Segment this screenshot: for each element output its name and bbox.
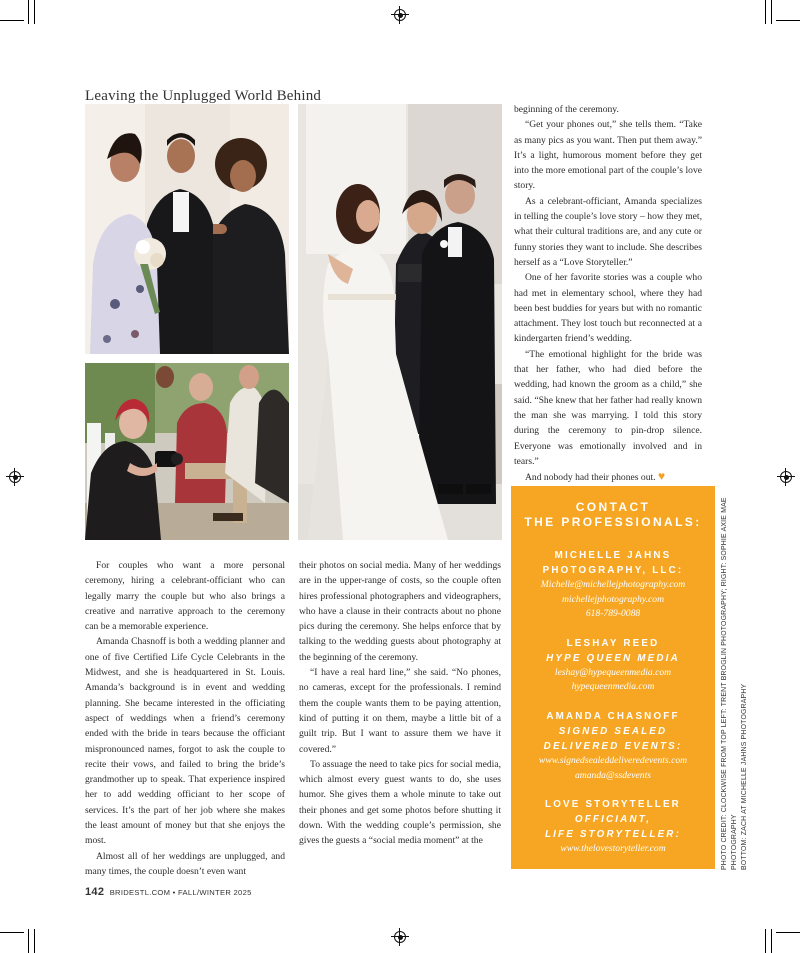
vendor-website[interactable]: www.thelovestoryteller.com xyxy=(560,843,666,855)
crop-mark xyxy=(776,20,800,21)
vendor-name: PHOTOGRAPHY, LLC: xyxy=(542,565,684,576)
crop-mark xyxy=(0,932,24,933)
page-folio xyxy=(85,886,252,898)
vendor-company: DELIVERED EVENTS: xyxy=(543,740,683,752)
paragraph: For couples who want a more personal ceremony, hiring a celebrant-officiant who can legally marry the couple but who also brings a creative and narrative approach to the ceremony can be a memorable experience. xyxy=(85,560,285,633)
crop-mark xyxy=(776,932,800,933)
vendor-name: LESHAY REED xyxy=(566,637,660,649)
vendor-website[interactable]: www.signedsealeddeliveredevents.com xyxy=(538,754,688,766)
vendor-company: HYPE QUEEN MEDIA xyxy=(546,652,680,664)
vendor-name: MICHELLE JAHNS xyxy=(554,550,672,561)
vendor-michelle-jahns xyxy=(511,548,715,622)
vendor-company: LIFE STORYTELLER: xyxy=(544,829,682,841)
paragraph: Amanda Chasnoff is both a wedding planner and one of five Certified Life Cycle Celebrants in the Midwest, and she is headquartered in St. Louis. Amanda’s background is in event and wedding planning. She became interested in the officiating aspect of weddings when a friend’s ceremony ended with the bride in tears because the officiant mispronounced names, forgot to ask the couple to recite their vows, and failed to bring the bride’s grandmother up to speak. That experience inspired her to add wedding officiant to her scope of services. It’s the part of her job where she makes the least amount of money but that she enjoys the most. xyxy=(85,636,285,847)
crop-mark xyxy=(765,929,766,953)
paragraph: “The emotional highlight for the bride was that her father, who had died before the wedding, had known the groom as a child,” she said. “She knew that her father had really known the man she was marrying. I told this story during the ceremony to pin-drop silence. Everyone was emotionally involved and in tears.” xyxy=(514,348,702,467)
vendor-email[interactable]: leshay@hypequeenmedia.com xyxy=(554,666,672,678)
paragraph xyxy=(514,469,702,485)
photo-couple-with-flowers xyxy=(85,104,289,354)
paragraph: One of her favorite stories was a couple who had met in elementary school, where they had been best buddies for years but with no romantic attachment. They lost touch but reconnected at a kindergarten friend’s wedding. xyxy=(514,272,702,345)
registration-mark xyxy=(394,931,406,943)
paragraph: As a celebrant-officiant, Amanda specializes in telling the couple’s love story – how they met, what their cultural traditions are, and any cute or funny stories they want to include. She describes herself as a “Love Storyteller.” xyxy=(514,195,702,268)
paragraph: “I have a real hard line,” she said. “No phones, no cameras, except for the professionals. I remind them the couple wants them to be paying attention, kind of putting it on them, maybe a little bit of a guilt trip. But I want to assure them we have it covered.” xyxy=(299,667,501,755)
crop-mark xyxy=(34,929,35,953)
crop-mark xyxy=(28,0,29,24)
paragraph: their photos on social media. Many of her weddings are in the upper-range of costs, so the couple often hires professional photographers and videographers, who have a clause in their contracts about no phone pics during the ceremony. She helps enforce that by talking to the wedding guests about photography at the beginning of the ceremony. xyxy=(299,560,501,663)
photo-credit xyxy=(720,440,746,870)
crop-mark xyxy=(34,0,35,24)
page-number: 142 xyxy=(85,886,105,898)
vendor-email[interactable]: Michelle@michellejphotography.com xyxy=(540,579,686,590)
photo-photographer-kneeling xyxy=(85,363,289,540)
registration-mark xyxy=(394,9,406,21)
crop-mark xyxy=(765,0,766,24)
article-column-middle xyxy=(299,558,501,849)
vendor-website[interactable]: hypequeenmedia.com xyxy=(571,681,655,693)
crop-mark xyxy=(0,20,24,21)
crop-mark xyxy=(28,929,29,953)
vendor-company: SIGNED SEALED xyxy=(558,725,668,737)
vendor-leshay-reed xyxy=(511,636,715,695)
contact-title: CONTACT THE PROFESSIONALS: xyxy=(524,500,702,529)
crop-mark xyxy=(771,929,772,953)
contact-box xyxy=(511,486,715,869)
vendor-website[interactable]: michellejphotography.com xyxy=(561,593,665,605)
registration-mark xyxy=(780,471,792,483)
photo-credit-line: BOTTOM: ZACH AT MICHELLE JAHNS PHOTOGRAPHY xyxy=(740,683,748,870)
vendor-email[interactable]: amanda@ssdevents xyxy=(575,769,651,781)
closing-line: And nobody had their phones out. xyxy=(525,472,656,484)
paragraph: beginning of the ceremony. xyxy=(514,104,619,115)
vendor-company: OFFICIANT, xyxy=(574,814,652,826)
photo-ceremony-vows xyxy=(298,104,502,540)
page-headline: Leaving the Unplugged World Behind xyxy=(85,88,322,104)
article-column-left xyxy=(85,558,285,879)
vendor-name: LOVE STORYTELLER xyxy=(545,799,681,811)
vendor-name: AMANDA CHASNOFF xyxy=(546,710,680,722)
heart-icon: ♥ xyxy=(657,469,666,484)
vendor-amanda-chasnoff xyxy=(511,709,715,783)
crop-mark xyxy=(771,0,772,24)
registration-mark xyxy=(9,471,21,483)
paragraph: Almost all of her weddings are unplugged, and many times, the couple doesn’t even want xyxy=(85,850,285,877)
paragraph: “Get your phones out,” she tells them. “Take as many pics as you want. Then put them away.” It’s a light, humorous moment before they get into the more emotional part of the couple’s love story. xyxy=(514,119,702,192)
paragraph: To assuage the need to take pics for social media, which almost every guest wants to do, she uses humor. She gives them a whole minute to take out their phones and get some photos before shutting it down. With the wedding couple’s permission, she gives the guests a “social media moment” at the xyxy=(299,758,501,847)
folio-text: BRIDESTL.COM • FALL/WINTER 2025 xyxy=(109,888,252,897)
vendor-phone[interactable]: 618-789-0088 xyxy=(585,608,641,620)
vendor-love-storyteller xyxy=(511,797,715,857)
article-column-right xyxy=(514,102,702,485)
photo-credit-line: PHOTO CREDIT: CLOCKWISE FROM TOP LEFT: TRENT BROGLIN PHOTOGRAPHY; RIGHT: SOPHIE AXIE MAE PHOTOGRAPHY xyxy=(721,497,738,870)
